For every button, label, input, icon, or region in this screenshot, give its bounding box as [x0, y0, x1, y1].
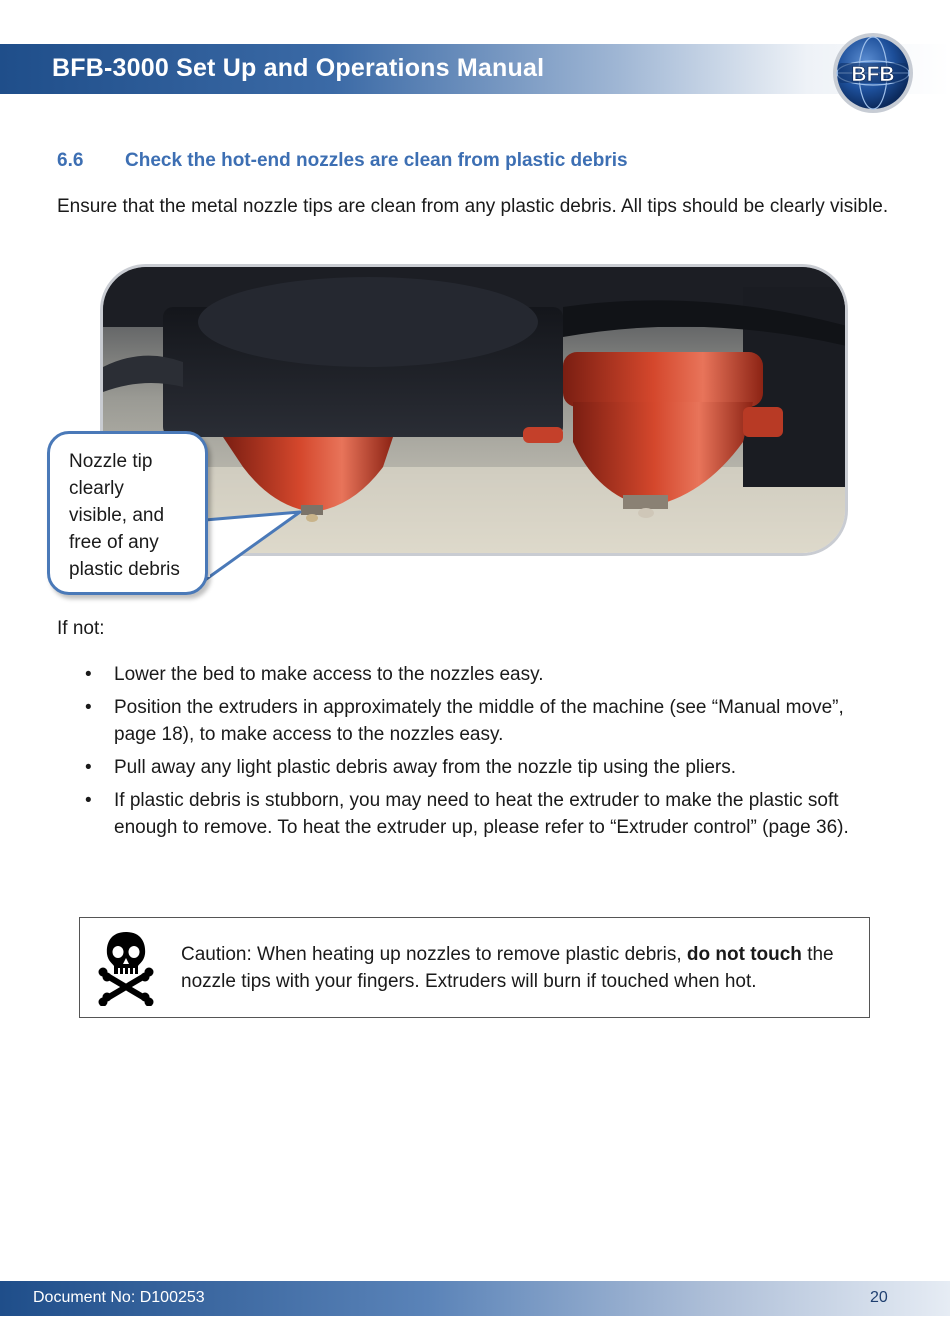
bullet-icon: •: [85, 697, 92, 718]
page-number: 20: [870, 1289, 888, 1306]
list-item-text: Position the extruders in approximately the middle of the machine (see “Manual move”, page 18), to make access to the nozzles easy.: [114, 697, 844, 745]
section-heading: [57, 150, 628, 172]
caution-text-rest: the nozzle tips with your fingers. Extruders will burn if touched when hot.: [181, 944, 834, 992]
instruction-list: [85, 661, 885, 847]
caution-text-emphasis: do not touch: [686, 944, 802, 965]
list-item: [85, 787, 885, 841]
bfb-logo: [830, 30, 916, 116]
skull-crossbones-icon: [98, 930, 154, 1006]
callout-line: plastic debris: [69, 559, 180, 580]
caution-text: [181, 941, 861, 995]
caution-box: [79, 917, 870, 1018]
caution-text-lead: Caution: When heating up nozzles to remove plastic debris,: [181, 944, 687, 965]
callout-line: Nozzle tip: [69, 451, 153, 472]
document-title: BFB-3000 Set Up and Operations Manual: [52, 54, 545, 82]
callout-pointer: [200, 500, 320, 590]
section-title: Check the hot-end nozzles are clean from plastic debris: [125, 150, 628, 171]
list-item-text: Pull away any light plastic debris away from the nozzle tip using the pliers.: [114, 757, 737, 778]
bullet-icon: •: [85, 664, 92, 685]
list-item: [85, 661, 885, 688]
list-item-text: Lower the bed to make access to the nozzles easy.: [114, 664, 544, 685]
logo-text: BFB: [851, 63, 895, 86]
instructions-lead: If not:: [57, 618, 105, 639]
bullet-icon: •: [85, 757, 92, 778]
callout-line: visible, and: [69, 505, 165, 526]
callout-line: clearly: [69, 478, 124, 499]
callout-line: free of any: [69, 532, 159, 553]
section-number: 6.6: [57, 150, 84, 171]
section-intro: Ensure that the metal nozzle tips are clean from any plastic debris. All tips should be clearly visible.: [57, 196, 889, 217]
bullet-icon: •: [85, 790, 92, 811]
list-item: [85, 694, 885, 748]
nozzle-callout: [47, 431, 208, 595]
list-item: [85, 754, 885, 781]
list-item-text: If plastic debris is stubborn, you may need to heat the extruder to make the plastic soft enough to remove. To heat the extruder up, please refer to “Extruder control” (page 36).: [114, 790, 849, 838]
document-number: Document No: D100253: [33, 1289, 205, 1306]
